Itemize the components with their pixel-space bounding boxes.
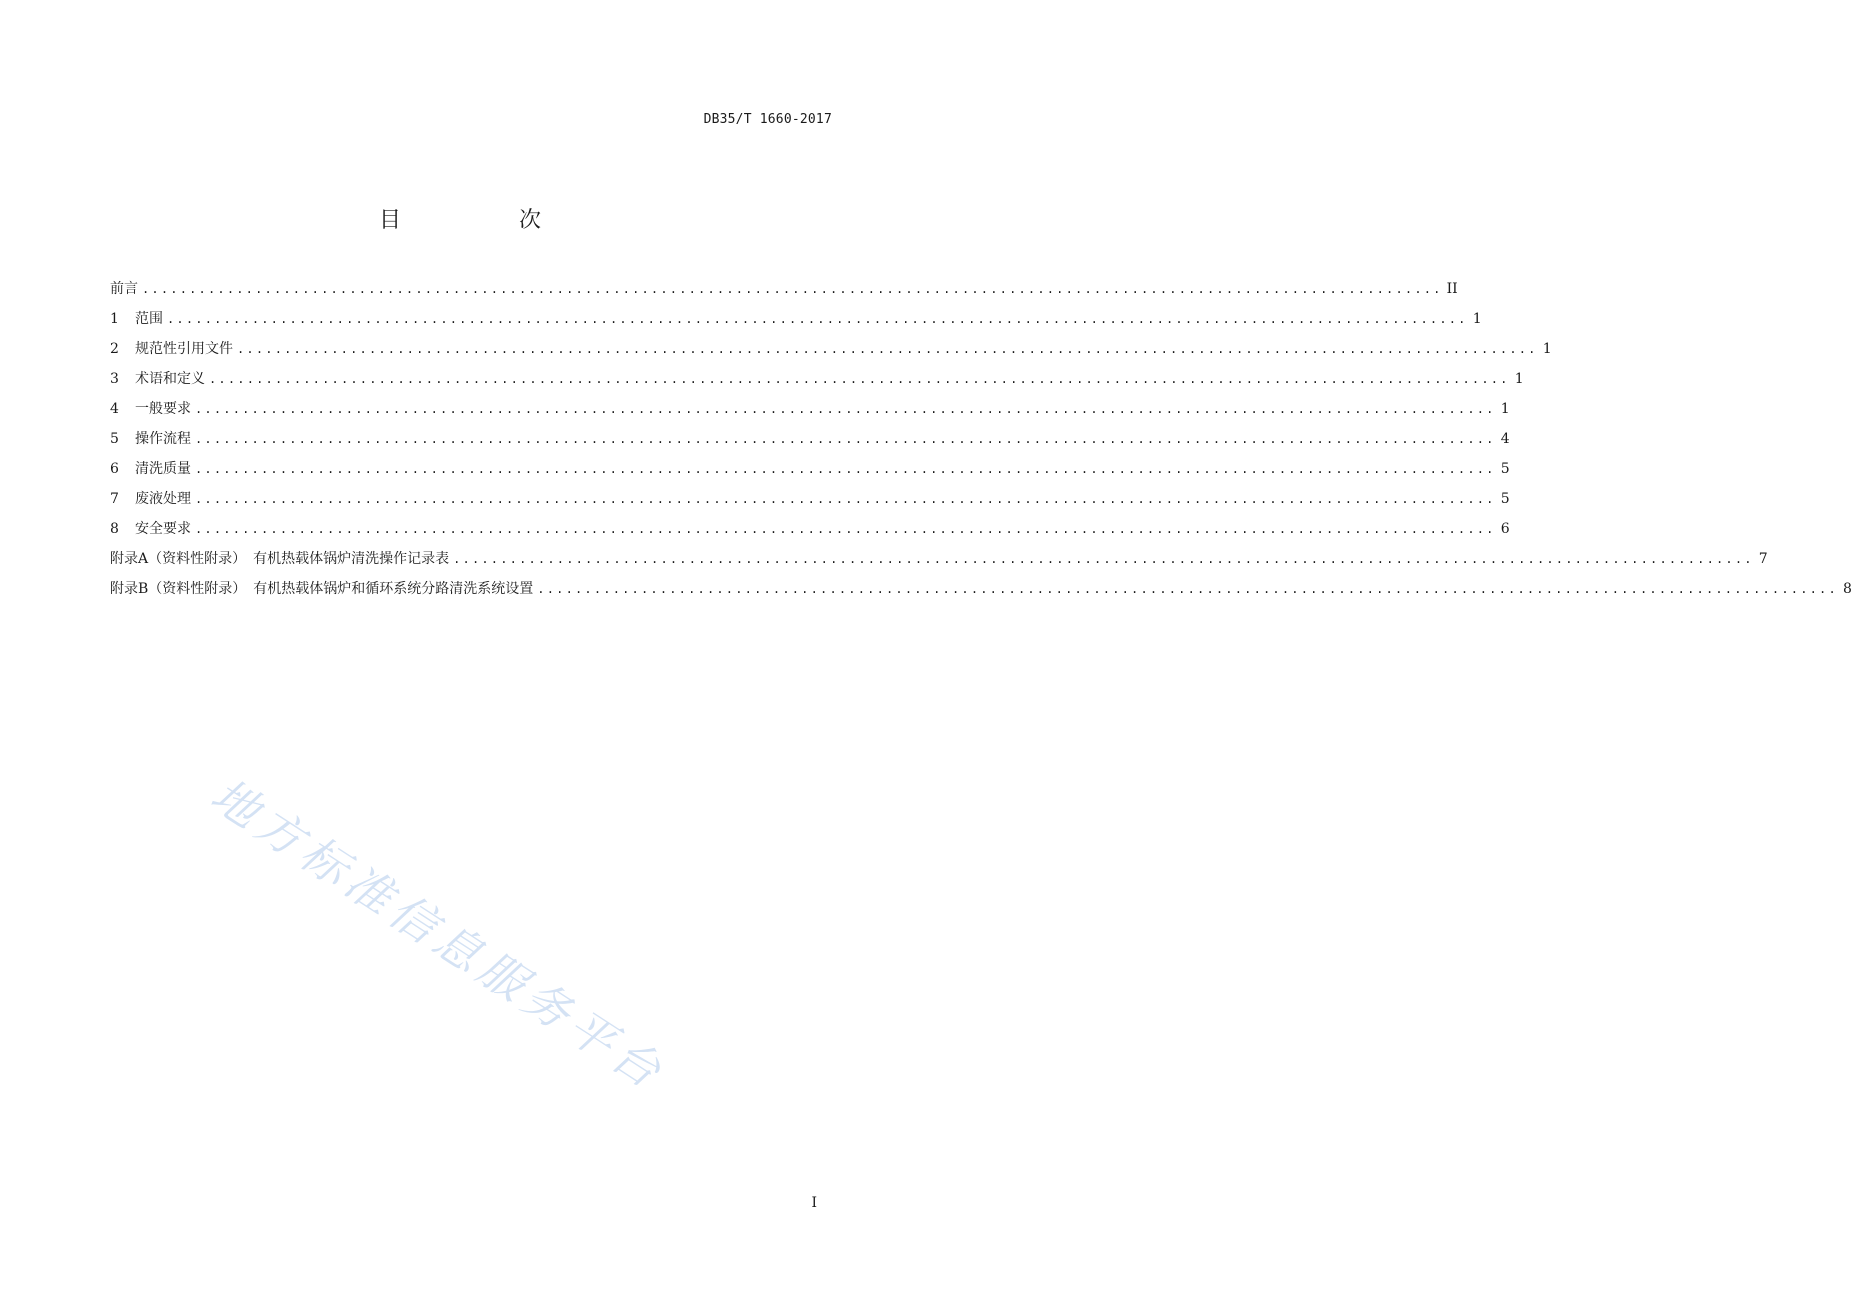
toc-leader-dots: ..........................................................................................................................................	[142, 282, 1443, 296]
toc-section-number: 1	[110, 311, 119, 327]
toc-entry-cleaning-quality[interactable]	[110, 458, 1510, 488]
toc-page-number: 8	[1842, 581, 1852, 597]
toc-leader-dots: ..........................................................................................................................................	[195, 402, 1496, 416]
toc-leader-dots: ..........................................................................................................................................	[195, 462, 1496, 476]
toc-entry-safety-requirements[interactable]	[110, 518, 1510, 548]
toc-page-number: 1	[1514, 371, 1524, 387]
toc-entry-waste-liquid[interactable]	[110, 488, 1510, 518]
toc-label: 清洗质量	[135, 461, 191, 477]
toc-leader-dots: ..........................................................................................................................................	[537, 582, 1838, 596]
toc-label: 术语和定义	[135, 371, 205, 387]
toc-section-number: 7	[110, 491, 119, 507]
toc-section-number: 5	[110, 431, 119, 447]
page-number: I	[811, 1195, 817, 1211]
toc-section-number: 4	[110, 401, 119, 417]
toc-label: 前言	[110, 281, 138, 297]
toc-entry-general-requirements[interactable]	[110, 398, 1510, 428]
watermark: 地方标准信息服务平台	[201, 767, 676, 1102]
toc-page-number: 1	[1542, 341, 1552, 357]
toc-entry-scope[interactable]	[110, 308, 1482, 338]
toc-page-number: 5	[1500, 461, 1510, 477]
toc-label: 范围	[135, 311, 163, 327]
toc-leader-dots: ..........................................................................................................................................	[237, 342, 1538, 356]
table-of-contents	[110, 278, 1852, 608]
toc-section-number: 2	[110, 341, 119, 357]
toc-leader-dots: ..........................................................................................................................................	[209, 372, 1510, 386]
toc-page-number: 4	[1500, 431, 1510, 447]
standard-code: DB35/T 1660-2017	[703, 112, 832, 127]
toc-entry-terms-definitions[interactable]	[110, 368, 1524, 398]
toc-leader-dots: ..........................................................................................................................................	[453, 552, 1754, 566]
toc-section-number: 6	[110, 461, 119, 477]
toc-page-number: 5	[1500, 491, 1510, 507]
toc-page-number: 6	[1500, 521, 1510, 537]
toc-entry-operation-process[interactable]	[110, 428, 1510, 458]
toc-leader-dots: ..........................................................................................................................................	[195, 492, 1496, 506]
toc-label: 规范性引用文件	[135, 341, 233, 357]
toc-entry-foreword[interactable]	[110, 278, 1458, 308]
toc-leader-dots: ..........................................................................................................................................	[195, 432, 1496, 446]
toc-entry-appendix-b[interactable]	[110, 578, 1852, 608]
toc-label: 安全要求	[135, 521, 191, 537]
toc-section-number: 8	[110, 521, 119, 537]
toc-label: 附录B（资料性附录） 有机热载体锅炉和循环系统分路清洗系统设置	[110, 581, 534, 597]
toc-label: 附录A（资料性附录） 有机热载体锅炉清洗操作记录表	[110, 551, 450, 567]
toc-label: 操作流程	[135, 431, 191, 447]
toc-label: 一般要求	[135, 401, 191, 417]
toc-entry-appendix-a[interactable]	[110, 548, 1768, 578]
toc-page-number: 1	[1500, 401, 1510, 417]
toc-title: 目 次	[378, 208, 589, 233]
toc-section-number: 3	[110, 371, 119, 387]
toc-leader-dots: ..........................................................................................................................................	[167, 312, 1468, 326]
toc-entry-normative-references[interactable]	[110, 338, 1552, 368]
toc-page-number: II	[1446, 281, 1458, 297]
toc-leader-dots: ..........................................................................................................................................	[195, 522, 1496, 536]
toc-page-number: 7	[1758, 551, 1768, 567]
toc-page-number: 1	[1472, 311, 1482, 327]
toc-label: 废液处理	[135, 491, 191, 507]
